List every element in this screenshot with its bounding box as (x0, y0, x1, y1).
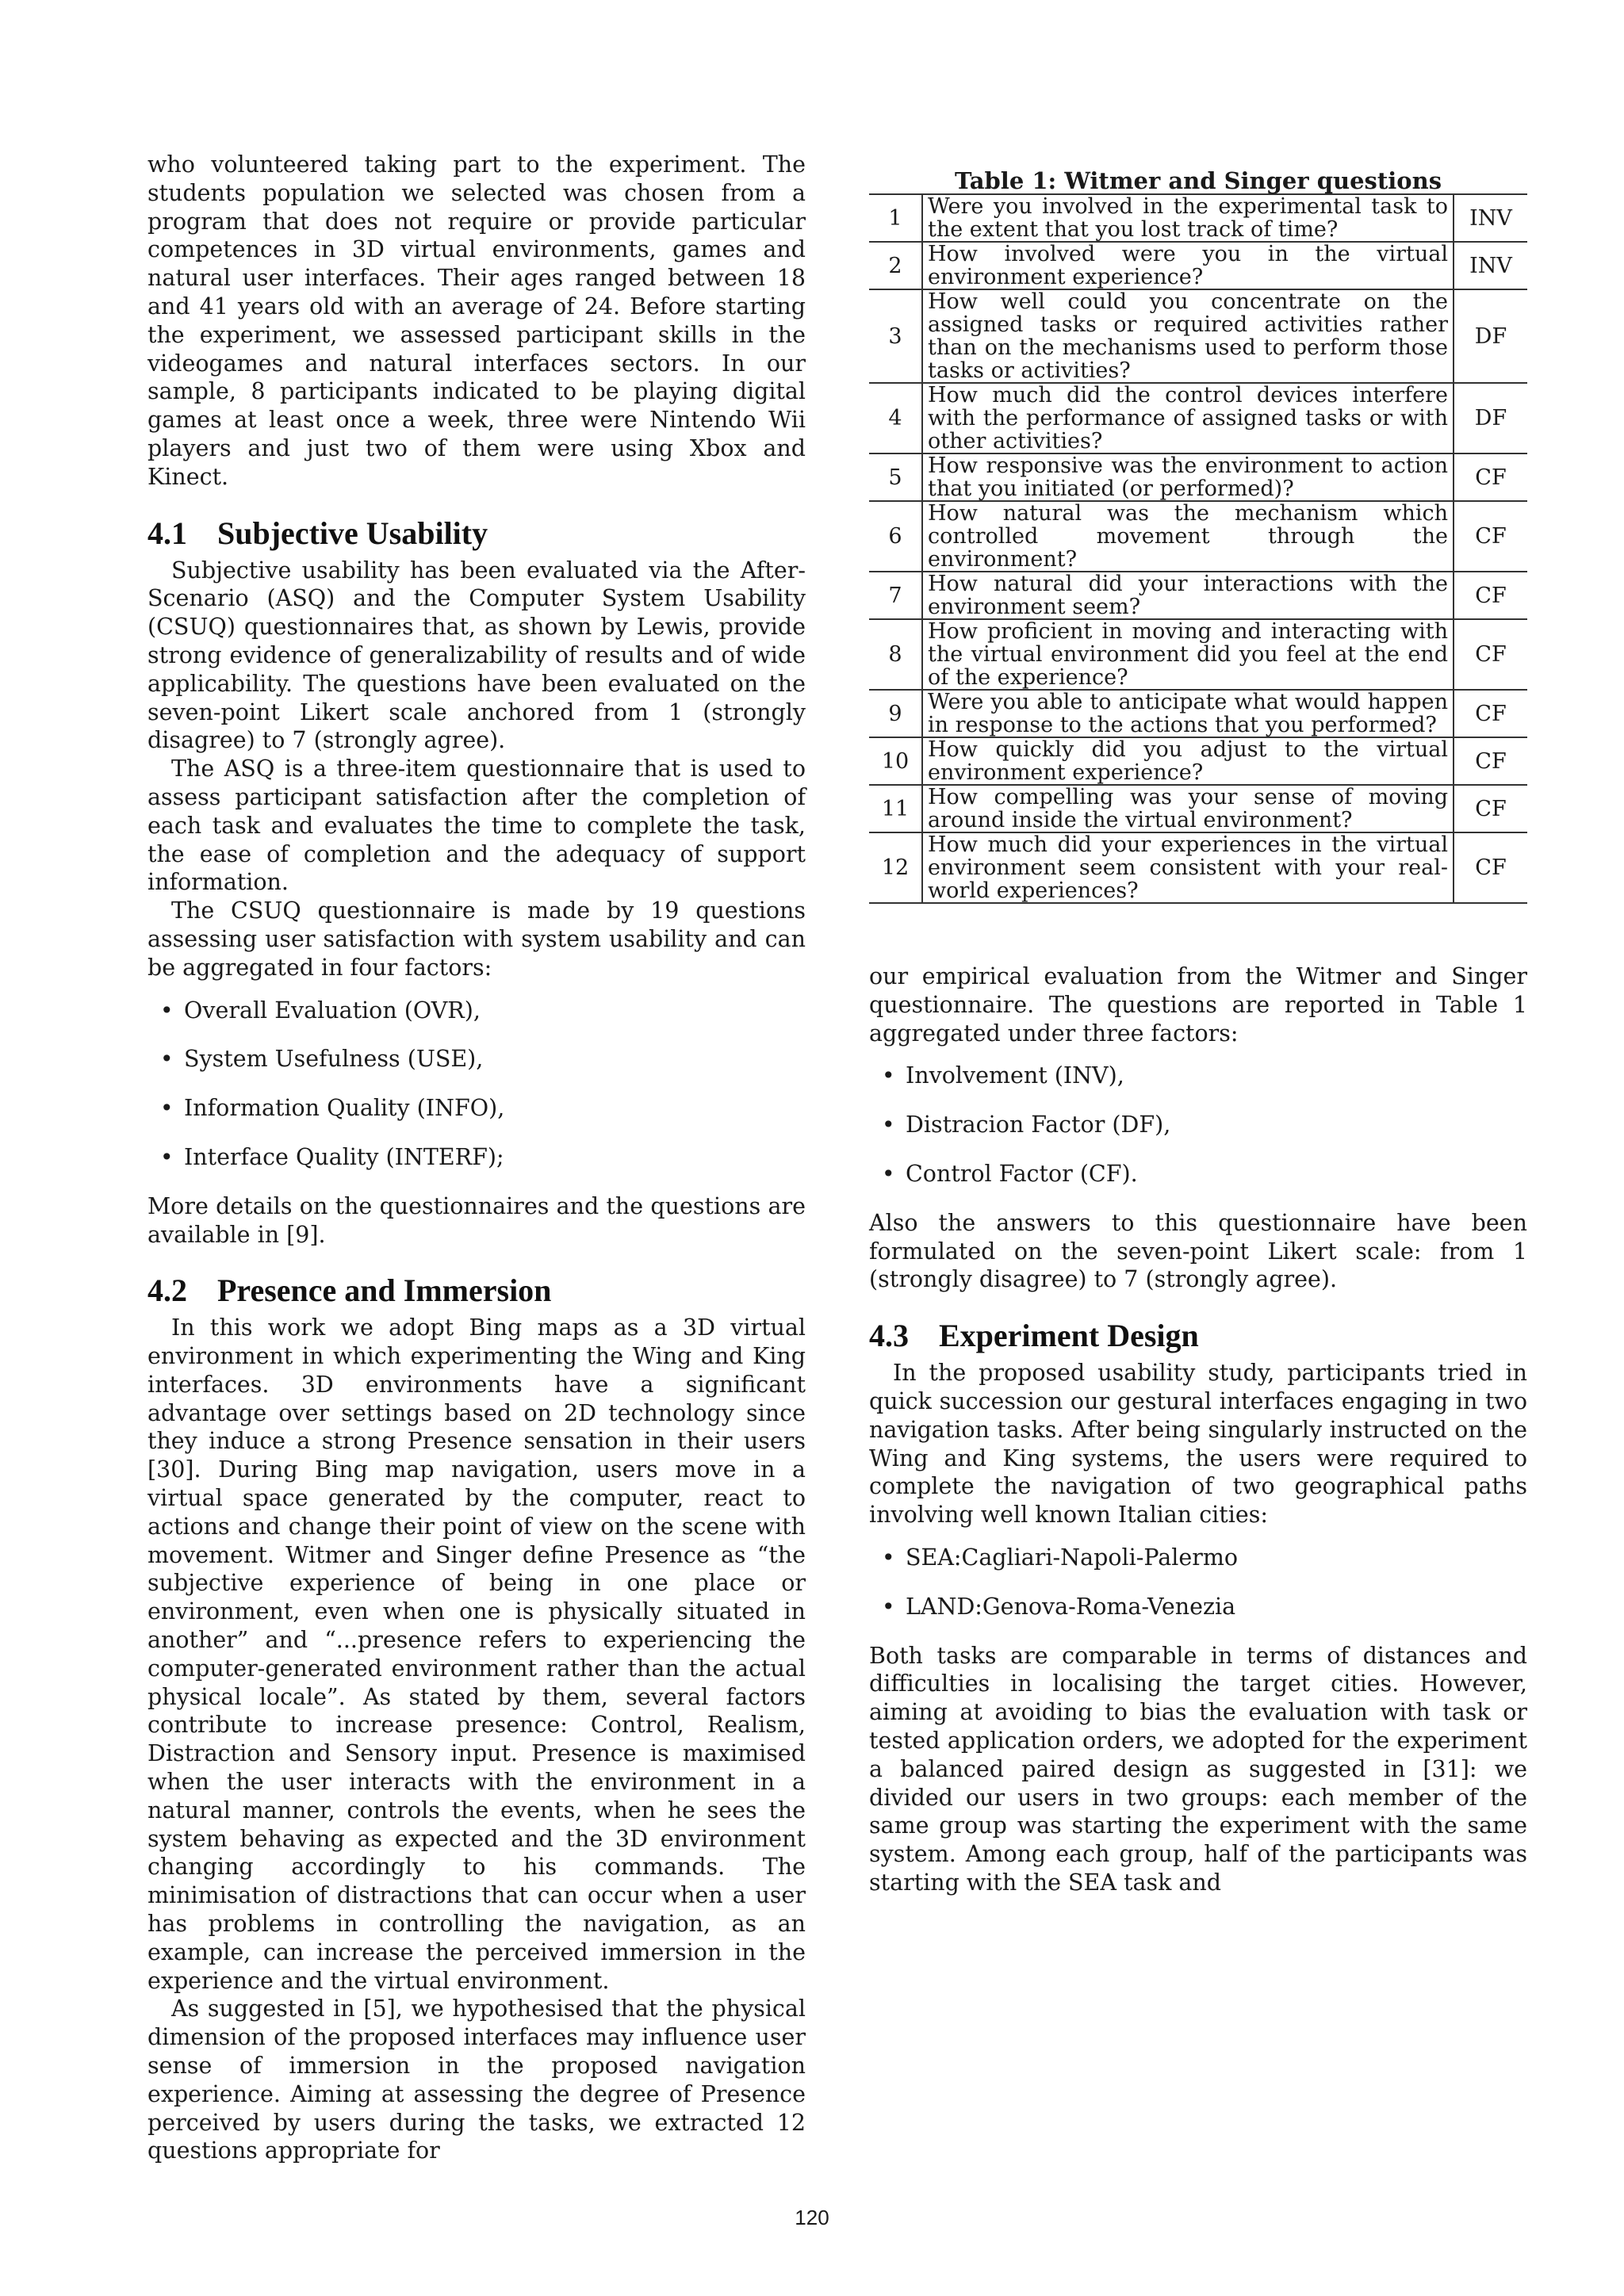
factor-code: CF (1454, 453, 1527, 501)
row-number: 5 (869, 453, 922, 501)
table-row (869, 737, 1527, 785)
list-item: • Involvement (INV), (906, 1062, 1527, 1090)
list-item: • Interface Quality (INTERF); (184, 1143, 806, 1172)
section-title: Subjective Usability (217, 515, 488, 551)
table-row (869, 194, 1527, 242)
factor-code: DF (1454, 383, 1527, 453)
right-column (869, 168, 1527, 1897)
paragraph: As suggested in [5], we hypothesised that the physical dimension of the proposed interfaces may influence user sense of immersion in the proposed navigation experience. Aiming at assessing the degree of Presence perceived by users during the tasks, we extracted 12 questions appropriate for (147, 1996, 806, 2164)
paragraph: In this work we adopt Bing maps as a 3D virtual environment in which experimenting the Wing and King interfaces. 3D environments have a significant advantage over settings based on 2D technology since they induce a strong Presence sensation in their users [30]. During Bing map navigation, users move in a virtual space generated by the computer, react to actions and change their point of view on the scene with movement. Witmer and Singer define Presence as “the subjective experience of being in one place or environment, even when one is physically situated in another” and “...presence refers to experiencing the computer-generated environment rather than the actual physical locale”. As stated by them, several factors contribute to increase presence: Control, Realism, Distraction and Sensory input. Presence is maximised when the user interacts with the environment in a natural manner, controls the events, when he sees the system behaving as expected and the 3D environment changing accordingly to his commands. The minimisation of distractions that can occur when a user has problems in controlling the navigation, as an example, can increase the perceived immersion in the experience and the virtual environment. (147, 1314, 806, 1994)
table-caption: Table 1: Witmer and Singer questions (954, 167, 1442, 194)
table-row (869, 242, 1527, 289)
row-number: 2 (869, 242, 922, 289)
factor-code: CF (1454, 737, 1527, 785)
question-text: How proficient in moving and interacting with the virtual environment did you feel at the end of the experience? (922, 619, 1454, 690)
question-text: How natural was the mechanism which controlled movement through the environment? (922, 501, 1454, 572)
list-item: • Overall Evaluation (OVR), (184, 997, 806, 1025)
list-item: • System Usefulness (USE), (184, 1045, 806, 1073)
question-text: How much did the control devices interfere with the performance of assigned tasks or with other activities? (922, 383, 1454, 453)
intro-paragraph: who volunteered taking part to the experiment. The students population we selected was chosen from a program that does not require or provide particular competences in 3D virtual environments, games and natural user interfaces. Their ages ranged between 18 and 41 years old with an average of 24. Before starting the experiment, we assessed participant skills in the videogames and natural interfaces sectors. In our sample, 8 participants indicated to be playing digital games at least once a week, three were Nintendo Wii players and just two of them were using Xbox and Kinect. (147, 151, 806, 490)
factor-code: CF (1454, 832, 1527, 903)
row-number: 6 (869, 501, 922, 572)
row-number: 7 (869, 572, 922, 619)
factor-code: INV (1454, 242, 1527, 289)
page-number: 120 (795, 2206, 829, 2229)
factor-code: CF (1454, 785, 1527, 832)
paragraph: Also the answers to this questionnaire have been formulated on the seven-point Likert scale: from 1 (strongly disagree) to 7 (strongly agree). (869, 1209, 1527, 1293)
section-title: Presence and Immersion (217, 1272, 552, 1309)
list-item: • Distracion Factor (DF), (906, 1111, 1527, 1139)
table-row (869, 690, 1527, 737)
paragraph: Both tasks are comparable in terms of distances and difficulties in localising the target cities. However, aiming at avoiding to bias the evaluation with task or tested application orders, we adopted for the experiment a balanced paired design as suggested in [31]: we divided our users in two groups: each member of the same group was starting the experiment with the same system. Among each group, half of the participants was starting with the SEA task and (869, 1642, 1527, 1896)
question-text: How well could you concentrate on the assigned tasks or required activities rather than on the mechanisms used to perform those tasks or activities? (922, 289, 1454, 383)
paragraph: Subjective usability has been evaluated via the After-Scenario (ASQ) and the Computer System Usability (CSUQ) questionnaires that, as shown by Lewis, provide strong evidence of generalizability of results and of wide applicability. The questions have been evaluated on the seven-point Likert scale anchored from 1 (strongly disagree) to 7 (strongly agree). (147, 557, 806, 754)
row-number: 8 (869, 619, 922, 690)
question-text: Were you involved in the experimental task to the extent that you lost track of time? (922, 194, 1454, 242)
question-text: How compelling was your sense of moving around inside the virtual environment? (922, 785, 1454, 832)
question-text: How involved were you in the virtual environment experience? (922, 242, 1454, 289)
row-number: 12 (869, 832, 922, 903)
table-row (869, 572, 1527, 619)
row-number: 4 (869, 383, 922, 453)
table-row (869, 619, 1527, 690)
paragraph: The CSUQ questionnaire is made by 19 questions assessing user satisfaction with system usability and can be aggregated in four factors: (147, 897, 806, 981)
question-text: How quickly did you adjust to the virtual environment experience? (922, 737, 1454, 785)
row-number: 3 (869, 289, 922, 383)
paragraph: our empirical evaluation from the Witmer and Singer questionnaire. The questions are reported in Table 1 aggregated under three factors: (869, 963, 1527, 1047)
list-item: • Control Factor (CF). (906, 1160, 1527, 1188)
list-item: • Information Quality (INFO), (184, 1094, 806, 1123)
table-row (869, 501, 1527, 572)
paragraph: The ASQ is a three-item questionnaire that is used to assess participant satisfaction after the completion of each task and evaluates the time to complete the task, the ease of completion and the adequacy of support information. (147, 756, 806, 896)
factor-list (869, 1062, 1527, 1188)
table-row (869, 785, 1527, 832)
left-column (147, 151, 806, 2165)
row-number: 11 (869, 785, 922, 832)
factor-code: CF (1454, 501, 1527, 572)
factor-code: DF (1454, 289, 1527, 383)
question-text: How much did your experiences in the virtual environment seem consistent with your real-world experiences? (922, 832, 1454, 903)
task-list (869, 1544, 1527, 1621)
section-4-3-heading (869, 1318, 1527, 1354)
witmer-singer-table (869, 168, 1527, 904)
factor-code: CF (1454, 572, 1527, 619)
factor-code: CF (1454, 690, 1527, 737)
csuq-factor-list (147, 997, 806, 1172)
factor-code: CF (1454, 619, 1527, 690)
section-4-1-heading (147, 515, 806, 552)
section-number: 4.2 (147, 1272, 187, 1309)
section-title: Experiment Design (939, 1318, 1199, 1354)
table-row (869, 453, 1527, 501)
table-row (869, 383, 1527, 453)
row-number: 10 (869, 737, 922, 785)
row-number: 1 (869, 194, 922, 242)
section-4-2-heading (147, 1272, 806, 1309)
paragraph: More details on the questionnaires and the questions are available in [9]. (147, 1192, 806, 1248)
list-item: • SEA:Cagliari-Napoli-Palermo (906, 1544, 1527, 1572)
factor-code: INV (1454, 194, 1527, 242)
row-number: 9 (869, 690, 922, 737)
question-text: How natural did your interactions with the environment seem? (922, 572, 1454, 619)
table-row (869, 289, 1527, 383)
list-item: • LAND:Genova-Roma-Venezia (906, 1593, 1527, 1621)
question-text: How responsive was the environment to action that you initiated (or performed)? (922, 453, 1454, 501)
question-text: Were you able to anticipate what would happen in response to the actions that you performed? (922, 690, 1454, 737)
table-row (869, 832, 1527, 903)
section-number: 4.1 (147, 515, 187, 551)
section-number: 4.3 (869, 1318, 909, 1354)
paragraph: In the proposed usability study, participants tried in quick succession our gestural interfaces engaging in two navigation tasks. After being singularly instructed on the Wing and King systems, the users were required to complete the navigation of two geographical paths involving well known Italian cities: (869, 1360, 1527, 1529)
